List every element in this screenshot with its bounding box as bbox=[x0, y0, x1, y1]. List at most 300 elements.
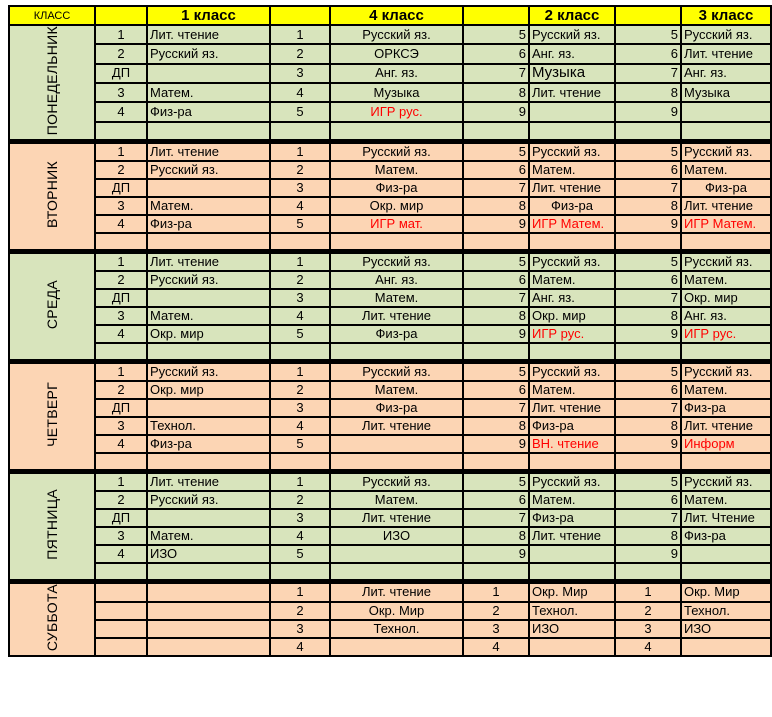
lesson-number-class-3 bbox=[615, 563, 681, 582]
schedule-row bbox=[9, 179, 771, 197]
subject-class-3: Анг. яз. bbox=[681, 64, 771, 83]
subject-class-2: Матем. bbox=[529, 161, 615, 179]
day-name-cell bbox=[9, 25, 95, 142]
lesson-number-class-3 bbox=[615, 343, 681, 362]
subject-class-4: Лит. чтение bbox=[330, 509, 463, 527]
subject-class-4: Физ-ра bbox=[330, 179, 463, 197]
lesson-number-class-1: 4 bbox=[95, 102, 147, 121]
lesson-number-class-3: 5 bbox=[615, 252, 681, 272]
lesson-number-class-3: 7 bbox=[615, 289, 681, 307]
subject-class-4: ИГР рус. bbox=[330, 102, 463, 121]
lesson-number-class-2: 3 bbox=[463, 620, 529, 638]
subject-class-1: Окр. мир bbox=[147, 381, 270, 399]
lesson-number-class-3: 3 bbox=[615, 620, 681, 638]
lesson-number-class-1 bbox=[95, 122, 147, 142]
header-class-1: 1 класс bbox=[147, 6, 270, 25]
schedule-row bbox=[9, 142, 771, 162]
subject-class-4: Русский яз. bbox=[330, 252, 463, 272]
day-name: ВТОРНИК bbox=[44, 161, 60, 229]
subject-class-3: Лит. чтение bbox=[681, 44, 771, 63]
subject-class-3: Лит. чтение bbox=[681, 417, 771, 435]
subject-class-2: Анг. яз. bbox=[529, 289, 615, 307]
lesson-number-class-4: 3 bbox=[270, 399, 330, 417]
subject-class-2: Окр. Мир bbox=[529, 582, 615, 602]
subject-class-1 bbox=[147, 638, 270, 656]
subject-class-3: Информ bbox=[681, 435, 771, 453]
schedule-row bbox=[9, 620, 771, 638]
lesson-number-class-2 bbox=[463, 233, 529, 252]
lesson-number-class-4: 5 bbox=[270, 435, 330, 453]
subject-class-2: Окр. мир bbox=[529, 307, 615, 325]
lesson-number-class-1: 3 bbox=[95, 197, 147, 215]
subject-class-4 bbox=[330, 545, 463, 563]
lesson-number-class-1 bbox=[95, 602, 147, 620]
schedule-row bbox=[9, 252, 771, 272]
subject-class-3: Физ-ра bbox=[681, 399, 771, 417]
lesson-number-class-4: 1 bbox=[270, 252, 330, 272]
lesson-number-class-1 bbox=[95, 453, 147, 472]
lesson-number-class-3: 5 bbox=[615, 142, 681, 162]
subject-class-2 bbox=[529, 343, 615, 362]
subject-class-1: Окр. мир bbox=[147, 325, 270, 343]
lesson-number-class-4: 4 bbox=[270, 417, 330, 435]
subject-class-2: Русский яз. bbox=[529, 25, 615, 44]
lesson-number-class-2: 7 bbox=[463, 509, 529, 527]
subject-class-2 bbox=[529, 563, 615, 582]
lesson-number-class-1: ДП bbox=[95, 179, 147, 197]
lesson-number-class-3: 6 bbox=[615, 271, 681, 289]
lesson-number-class-2: 2 bbox=[463, 602, 529, 620]
lesson-number-class-1: 1 bbox=[95, 362, 147, 382]
lesson-number-class-1: 2 bbox=[95, 271, 147, 289]
lesson-number-class-3: 8 bbox=[615, 417, 681, 435]
subject-class-3: Лит. Чтение bbox=[681, 509, 771, 527]
subject-class-4: Физ-ра bbox=[330, 325, 463, 343]
subject-class-2: Анг. яз. bbox=[529, 44, 615, 63]
lesson-number-class-3: 9 bbox=[615, 435, 681, 453]
lesson-number-class-4: 5 bbox=[270, 325, 330, 343]
subject-class-1: Физ-ра bbox=[147, 102, 270, 121]
schedule-row bbox=[9, 122, 771, 142]
lesson-number-class-3 bbox=[615, 233, 681, 252]
subject-class-3 bbox=[681, 343, 771, 362]
subject-class-4 bbox=[330, 638, 463, 656]
subject-class-3: Матем. bbox=[681, 491, 771, 509]
lesson-number-class-4: 2 bbox=[270, 602, 330, 620]
schedule-row bbox=[9, 271, 771, 289]
subject-class-2: Технол. bbox=[529, 602, 615, 620]
lesson-number-class-2: 6 bbox=[463, 491, 529, 509]
subject-class-1 bbox=[147, 399, 270, 417]
subject-class-4: Технол. bbox=[330, 620, 463, 638]
subject-class-3: ИЗО bbox=[681, 620, 771, 638]
schedule-row bbox=[9, 417, 771, 435]
lesson-number-class-3: 5 bbox=[615, 362, 681, 382]
subject-class-1 bbox=[147, 343, 270, 362]
subject-class-3 bbox=[681, 545, 771, 563]
day-name-cell bbox=[9, 252, 95, 362]
subject-class-3: ИГР Матем. bbox=[681, 215, 771, 233]
lesson-number-class-1: 2 bbox=[95, 381, 147, 399]
subject-class-1: ИЗО bbox=[147, 545, 270, 563]
day-name: ПОНЕДЕЛЬНИК bbox=[44, 26, 60, 136]
lesson-number-class-2: 7 bbox=[463, 289, 529, 307]
lesson-number-class-1: 3 bbox=[95, 307, 147, 325]
subject-class-3: Физ-ра bbox=[681, 179, 771, 197]
lesson-number-class-4 bbox=[270, 233, 330, 252]
subject-class-1 bbox=[147, 179, 270, 197]
header-spacer bbox=[95, 6, 147, 25]
lesson-number-class-4: 4 bbox=[270, 527, 330, 545]
lesson-number-class-3: 7 bbox=[615, 64, 681, 83]
subject-class-4: Матем. bbox=[330, 289, 463, 307]
subject-class-4: Лит. чтение bbox=[330, 417, 463, 435]
schedule-row bbox=[9, 197, 771, 215]
lesson-number-class-3: 9 bbox=[615, 215, 681, 233]
subject-class-1: Лит. чтение bbox=[147, 142, 270, 162]
lesson-number-class-2: 8 bbox=[463, 83, 529, 102]
lesson-number-class-4 bbox=[270, 122, 330, 142]
lesson-number-class-2: 5 bbox=[463, 25, 529, 44]
subject-class-2: ИЗО bbox=[529, 620, 615, 638]
subject-class-3: Матем. bbox=[681, 161, 771, 179]
lesson-number-class-2: 8 bbox=[463, 197, 529, 215]
subject-class-2: Русский яз. bbox=[529, 142, 615, 162]
schedule-row bbox=[9, 307, 771, 325]
subject-class-3: Матем. bbox=[681, 271, 771, 289]
schedule-row bbox=[9, 362, 771, 382]
lesson-number-class-4: 3 bbox=[270, 289, 330, 307]
lesson-number-class-1: 2 bbox=[95, 491, 147, 509]
subject-class-1: Русский яз. bbox=[147, 161, 270, 179]
lesson-number-class-3: 6 bbox=[615, 161, 681, 179]
lesson-number-class-3: 9 bbox=[615, 102, 681, 121]
lesson-number-class-2: 8 bbox=[463, 307, 529, 325]
subject-class-1 bbox=[147, 289, 270, 307]
subject-class-2: Русский яз. bbox=[529, 252, 615, 272]
lesson-number-class-4: 5 bbox=[270, 545, 330, 563]
subject-class-3: Матем. bbox=[681, 381, 771, 399]
lesson-number-class-1: 3 bbox=[95, 83, 147, 102]
lesson-number-class-3: 7 bbox=[615, 179, 681, 197]
lesson-number-class-2: 8 bbox=[463, 417, 529, 435]
schedule-row bbox=[9, 83, 771, 102]
subject-class-3: Русский яз. bbox=[681, 25, 771, 44]
lesson-number-class-4: 1 bbox=[270, 582, 330, 602]
header-row bbox=[9, 6, 771, 25]
lesson-number-class-4: 4 bbox=[270, 307, 330, 325]
lesson-number-class-3: 9 bbox=[615, 545, 681, 563]
subject-class-1: Русский яз. bbox=[147, 362, 270, 382]
lesson-number-class-3: 7 bbox=[615, 399, 681, 417]
day-name-cell bbox=[9, 472, 95, 582]
subject-class-4: Матем. bbox=[330, 491, 463, 509]
subject-class-4 bbox=[330, 233, 463, 252]
lesson-number-class-4: 3 bbox=[270, 620, 330, 638]
schedule-row bbox=[9, 563, 771, 582]
lesson-number-class-2 bbox=[463, 453, 529, 472]
lesson-number-class-2: 9 bbox=[463, 215, 529, 233]
lesson-number-class-4: 5 bbox=[270, 102, 330, 121]
subject-class-2: Лит. чтение bbox=[529, 83, 615, 102]
subject-class-4: Музыка bbox=[330, 83, 463, 102]
subject-class-1 bbox=[147, 582, 270, 602]
subject-class-1: Лит. чтение bbox=[147, 25, 270, 44]
subject-class-4: Лит. чтение bbox=[330, 582, 463, 602]
lesson-number-class-2: 8 bbox=[463, 527, 529, 545]
lesson-number-class-2: 7 bbox=[463, 64, 529, 83]
lesson-number-class-2: 6 bbox=[463, 44, 529, 63]
subject-class-2: Физ-ра bbox=[529, 197, 615, 215]
header-class-4: 4 класс bbox=[330, 6, 463, 25]
lesson-number-class-4 bbox=[270, 563, 330, 582]
subject-class-1 bbox=[147, 453, 270, 472]
lesson-number-class-4: 1 bbox=[270, 25, 330, 44]
lesson-number-class-4: 4 bbox=[270, 197, 330, 215]
subject-class-1: Русский яз. bbox=[147, 44, 270, 63]
subject-class-2: Лит. чтение bbox=[529, 527, 615, 545]
subject-class-4 bbox=[330, 563, 463, 582]
lesson-number-class-2: 6 bbox=[463, 271, 529, 289]
lesson-number-class-4: 2 bbox=[270, 381, 330, 399]
schedule-row bbox=[9, 582, 771, 602]
lesson-number-class-4: 2 bbox=[270, 271, 330, 289]
lesson-number-class-1 bbox=[95, 343, 147, 362]
subject-class-3: Музыка bbox=[681, 83, 771, 102]
subject-class-1: Матем. bbox=[147, 527, 270, 545]
lesson-number-class-1: 3 bbox=[95, 417, 147, 435]
lesson-number-class-4: 3 bbox=[270, 509, 330, 527]
subject-class-3 bbox=[681, 122, 771, 142]
lesson-number-class-1 bbox=[95, 620, 147, 638]
lesson-number-class-2: 9 bbox=[463, 545, 529, 563]
lesson-number-class-4: 5 bbox=[270, 215, 330, 233]
subject-class-1 bbox=[147, 122, 270, 142]
subject-class-1: Технол. bbox=[147, 417, 270, 435]
schedule-row bbox=[9, 161, 771, 179]
subject-class-3: Технол. bbox=[681, 602, 771, 620]
day-name-cell bbox=[9, 142, 95, 252]
subject-class-2 bbox=[529, 102, 615, 121]
subject-class-4: Лит. чтение bbox=[330, 307, 463, 325]
schedule-row bbox=[9, 343, 771, 362]
subject-class-4: ОРКСЭ bbox=[330, 44, 463, 63]
lesson-number-class-1: ДП bbox=[95, 64, 147, 83]
subject-class-4: Русский яз. bbox=[330, 362, 463, 382]
lesson-number-class-3: 2 bbox=[615, 602, 681, 620]
lesson-number-class-4 bbox=[270, 453, 330, 472]
lesson-number-class-2: 9 bbox=[463, 435, 529, 453]
subject-class-3: Русский яз. bbox=[681, 362, 771, 382]
lesson-number-class-3: 4 bbox=[615, 638, 681, 656]
day-name: ЧЕТВЕРГ bbox=[44, 382, 60, 448]
subject-class-1: Лит. чтение bbox=[147, 472, 270, 492]
subject-class-1: Физ-ра bbox=[147, 435, 270, 453]
schedule-row bbox=[9, 435, 771, 453]
subject-class-4: Матем. bbox=[330, 381, 463, 399]
subject-class-4: Русский яз. bbox=[330, 25, 463, 44]
schedule-row bbox=[9, 527, 771, 545]
day-name-cell bbox=[9, 362, 95, 472]
schedule-row bbox=[9, 289, 771, 307]
lesson-number-class-4: 1 bbox=[270, 142, 330, 162]
subject-class-4 bbox=[330, 343, 463, 362]
header-spacer bbox=[463, 6, 529, 25]
schedule-row bbox=[9, 638, 771, 656]
lesson-number-class-2: 5 bbox=[463, 142, 529, 162]
lesson-number-class-2 bbox=[463, 122, 529, 142]
header-spacer bbox=[270, 6, 330, 25]
lesson-number-class-2: 4 bbox=[463, 638, 529, 656]
subject-class-3 bbox=[681, 638, 771, 656]
subject-class-1: Матем. bbox=[147, 83, 270, 102]
lesson-number-class-1: 2 bbox=[95, 44, 147, 63]
schedule-row bbox=[9, 491, 771, 509]
subject-class-2: Матем. bbox=[529, 271, 615, 289]
lesson-number-class-2: 9 bbox=[463, 102, 529, 121]
subject-class-2: Матем. bbox=[529, 491, 615, 509]
lesson-number-class-1: 4 bbox=[95, 545, 147, 563]
lesson-number-class-1: 1 bbox=[95, 25, 147, 44]
lesson-number-class-3: 6 bbox=[615, 491, 681, 509]
lesson-number-class-3: 5 bbox=[615, 472, 681, 492]
lesson-number-class-1: 4 bbox=[95, 215, 147, 233]
lesson-number-class-1: 2 bbox=[95, 161, 147, 179]
lesson-number-class-4: 3 bbox=[270, 179, 330, 197]
subject-class-2: Русский яз. bbox=[529, 472, 615, 492]
subject-class-2: ВН. чтение bbox=[529, 435, 615, 453]
subject-class-4: Анг. яз. bbox=[330, 64, 463, 83]
schedule-row bbox=[9, 399, 771, 417]
lesson-number-class-1: 3 bbox=[95, 527, 147, 545]
subject-class-1 bbox=[147, 602, 270, 620]
lesson-number-class-2: 5 bbox=[463, 472, 529, 492]
subject-class-2 bbox=[529, 453, 615, 472]
schedule-row bbox=[9, 25, 771, 44]
day-name-cell bbox=[9, 582, 95, 657]
lesson-number-class-4 bbox=[270, 343, 330, 362]
lesson-number-class-4: 4 bbox=[270, 83, 330, 102]
lesson-number-class-3: 8 bbox=[615, 83, 681, 102]
lesson-number-class-1: 1 bbox=[95, 472, 147, 492]
lesson-number-class-3: 1 bbox=[615, 582, 681, 602]
subject-class-3: Русский яз. bbox=[681, 472, 771, 492]
lesson-number-class-1 bbox=[95, 563, 147, 582]
lesson-number-class-2: 5 bbox=[463, 252, 529, 272]
subject-class-2: Музыка bbox=[529, 64, 615, 83]
lesson-number-class-1: 4 bbox=[95, 435, 147, 453]
subject-class-1 bbox=[147, 509, 270, 527]
lesson-number-class-4: 1 bbox=[270, 472, 330, 492]
subject-class-3: Окр. Мир bbox=[681, 582, 771, 602]
schedule-table bbox=[8, 5, 772, 657]
schedule-row bbox=[9, 602, 771, 620]
subject-class-4: Окр. Мир bbox=[330, 602, 463, 620]
schedule-row bbox=[9, 102, 771, 121]
lesson-number-class-2: 9 bbox=[463, 325, 529, 343]
header-class-label: КЛАСС bbox=[9, 6, 95, 25]
lesson-number-class-3: 5 bbox=[615, 25, 681, 44]
lesson-number-class-4: 4 bbox=[270, 638, 330, 656]
subject-class-3: Окр. мир bbox=[681, 289, 771, 307]
subject-class-1: Матем. bbox=[147, 307, 270, 325]
lesson-number-class-4: 1 bbox=[270, 362, 330, 382]
lesson-number-class-2: 6 bbox=[463, 381, 529, 399]
subject-class-3: Анг. яз. bbox=[681, 307, 771, 325]
lesson-number-class-1: 1 bbox=[95, 252, 147, 272]
subject-class-1: Физ-ра bbox=[147, 215, 270, 233]
subject-class-4: Русский яз. bbox=[330, 142, 463, 162]
schedule-row bbox=[9, 472, 771, 492]
subject-class-1: Русский яз. bbox=[147, 491, 270, 509]
lesson-number-class-3: 8 bbox=[615, 527, 681, 545]
subject-class-4 bbox=[330, 453, 463, 472]
header-spacer bbox=[615, 6, 681, 25]
subject-class-2: Лит. чтение bbox=[529, 179, 615, 197]
subject-class-2 bbox=[529, 638, 615, 656]
lesson-number-class-3: 7 bbox=[615, 509, 681, 527]
lesson-number-class-3 bbox=[615, 453, 681, 472]
lesson-number-class-1: 1 bbox=[95, 142, 147, 162]
subject-class-3: Русский яз. bbox=[681, 142, 771, 162]
subject-class-1 bbox=[147, 620, 270, 638]
lesson-number-class-1 bbox=[95, 233, 147, 252]
schedule-row bbox=[9, 215, 771, 233]
schedule-row bbox=[9, 509, 771, 527]
subject-class-1: Русский яз. bbox=[147, 271, 270, 289]
schedule-row bbox=[9, 545, 771, 563]
subject-class-1 bbox=[147, 64, 270, 83]
day-name: ПЯТНИЦА bbox=[44, 489, 60, 561]
subject-class-4 bbox=[330, 435, 463, 453]
day-name: СУББОТА bbox=[44, 584, 60, 652]
subject-class-3 bbox=[681, 102, 771, 121]
subject-class-4: Матем. bbox=[330, 161, 463, 179]
subject-class-2: Физ-ра bbox=[529, 417, 615, 435]
schedule-row bbox=[9, 64, 771, 83]
lesson-number-class-1: ДП bbox=[95, 399, 147, 417]
lesson-number-class-2: 6 bbox=[463, 161, 529, 179]
subject-class-2: ИГР Матем. bbox=[529, 215, 615, 233]
lesson-number-class-1 bbox=[95, 582, 147, 602]
lesson-number-class-4: 2 bbox=[270, 491, 330, 509]
subject-class-4: ИЗО bbox=[330, 527, 463, 545]
schedule-row bbox=[9, 453, 771, 472]
header-class-2: 2 класс bbox=[529, 6, 615, 25]
lesson-number-class-3: 8 bbox=[615, 197, 681, 215]
subject-class-4: Окр. мир bbox=[330, 197, 463, 215]
schedule-row bbox=[9, 325, 771, 343]
lesson-number-class-4: 2 bbox=[270, 44, 330, 63]
subject-class-2 bbox=[529, 122, 615, 142]
subject-class-4: Физ-ра bbox=[330, 399, 463, 417]
lesson-number-class-4: 2 bbox=[270, 161, 330, 179]
subject-class-3 bbox=[681, 233, 771, 252]
lesson-number-class-3: 6 bbox=[615, 44, 681, 63]
subject-class-3 bbox=[681, 453, 771, 472]
day-name: СРЕДА bbox=[44, 280, 60, 330]
lesson-number-class-3 bbox=[615, 122, 681, 142]
subject-class-3: Физ-ра bbox=[681, 527, 771, 545]
schedule-row bbox=[9, 233, 771, 252]
subject-class-2: Физ-ра bbox=[529, 509, 615, 527]
schedule-row bbox=[9, 381, 771, 399]
lesson-number-class-2 bbox=[463, 563, 529, 582]
lesson-number-class-1 bbox=[95, 638, 147, 656]
subject-class-3 bbox=[681, 563, 771, 582]
subject-class-2: Матем. bbox=[529, 381, 615, 399]
subject-class-3: Русский яз. bbox=[681, 252, 771, 272]
